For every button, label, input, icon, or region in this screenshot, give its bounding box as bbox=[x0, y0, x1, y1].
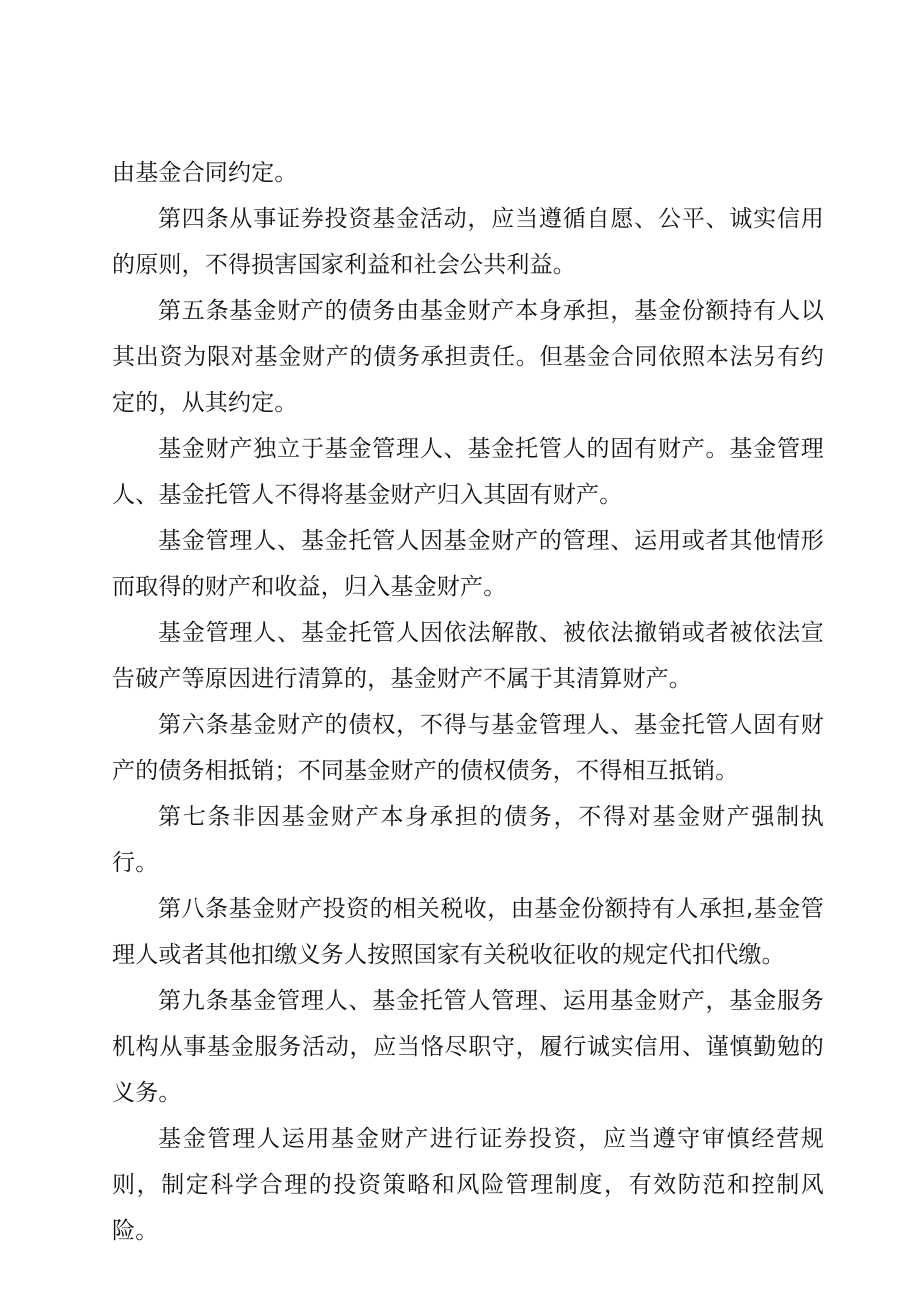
paragraph-article-6: 第六条基金财产的债权，不得与基金管理人、基金托管人固有财产的债务相抵销；不同基金财产的债权债务，不得相互抵销。 bbox=[112, 712, 824, 784]
paragraph-article-5: 第五条基金财产的债务由基金财产本身承担，基金份额持有人以其出资为限对基金财产的债务承担责任。但基金合同依照本法另有约定的，从其约定。 bbox=[112, 298, 824, 416]
paragraph-liquidation: 基金管理人、基金托管人因依法解散、被依法撤销或者被依法宣告破产等原因进行清算的，基金财产不属于其清算财产。 bbox=[112, 620, 824, 692]
paragraph-article-9: 第九条基金管理人、基金托管人管理、运用基金财产，基金服务机构从事基金服务活动，应当恪尽职守，履行诚实信用、谨慎勤勉的义务。 bbox=[112, 988, 824, 1106]
paragraph-article-8: 第八条基金财产投资的相关税收，由基金份额持有人承担,基金管理人或者其他扣缴义务人按照国家有关税收征收的规定代扣代缴。 bbox=[112, 896, 824, 968]
paragraph-article-7: 第七条非因基金财产本身承担的债务，不得对基金财产强制执行。 bbox=[112, 804, 824, 876]
paragraph-investment-rules: 基金管理人运用基金财产进行证券投资，应当遵守审慎经营规则，制定科学合理的投资策略和风险管理制度，有效防范和控制风险。 bbox=[112, 1126, 824, 1244]
paragraph-article-4: 第四条从事证券投资基金活动，应当遵循自愿、公平、诚实信用的原则，不得损害国家利益和社会公共利益。 bbox=[112, 206, 824, 278]
paragraph-continued-fund-contract: 由基金合同约定。 bbox=[112, 160, 298, 186]
document-body bbox=[112, 150, 824, 1254]
paragraph-fund-property-income: 基金管理人、基金托管人因基金财产的管理、运用或者其他情形而取得的财产和收益，归入基金财产。 bbox=[112, 528, 824, 600]
paragraph-fund-property-independence: 基金财产独立于基金管理人、基金托管人的固有财产。基金管理人、基金托管人不得将基金财产归入其固有财产。 bbox=[112, 436, 824, 508]
